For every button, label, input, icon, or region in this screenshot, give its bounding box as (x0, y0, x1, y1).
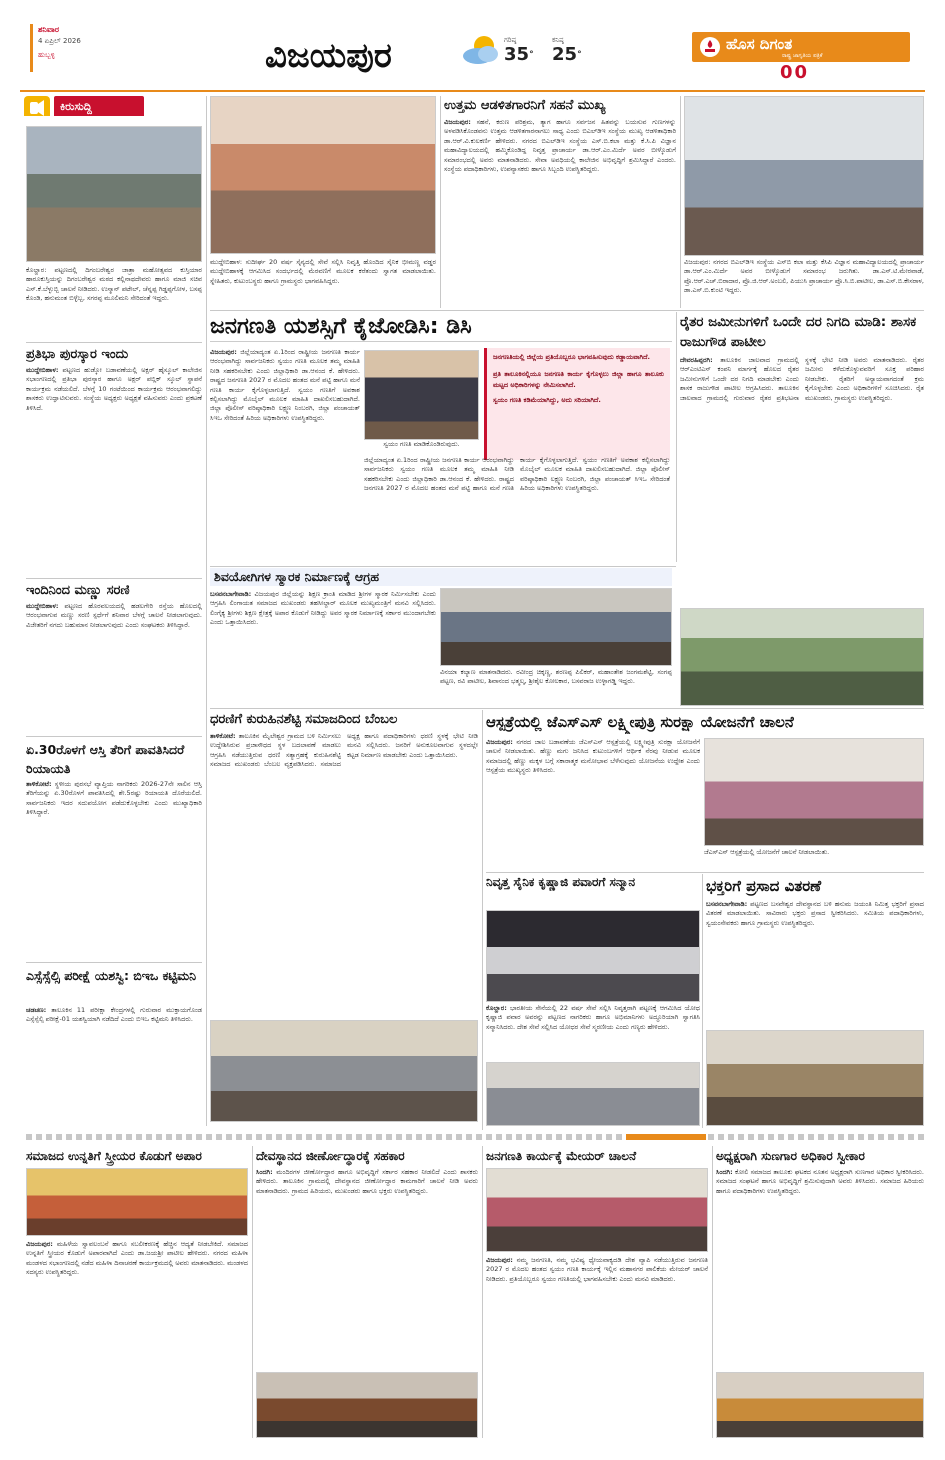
max-temp: 35 (504, 44, 530, 65)
max-label: ಗರಿಷ್ಠ (504, 36, 517, 44)
farewell-photo (684, 96, 924, 256)
janaganati-header (210, 312, 672, 342)
dharana-title: ಧರಣಿಗೆ ಕುರುಹಿನಶೆಟ್ಟಿ ಸಮಾಜದಿಂದ ಬೆಂಬಲ (210, 712, 398, 727)
highlight-3: ಸ್ವಯಂ ಗಣತಿ ಕಡಿಮೆಯಾಗಿದ್ದು, ಅದು ಸರಿಯಾಗಿದೆ. (493, 396, 601, 404)
lamp-icon (700, 37, 720, 57)
b3-body: ವಿಜಯಪುರ: ನಮ್ಮ ಜನಗಣತಿ, ನಮ್ಮ ಭವಿಷ್ಯ ಧ್ಯೇಯವಾಕ್ಯದಡಿ ದೇಶ ವ್ಯಾಪಿ ನಡೆಯುತ್ತಿರುವ ಜನಗಣತಿ 2027 ರ ಮೊದಲ ಹಂತದ ಸ್ವಯಂ ಗಣತಿ ಕಾರ್ಯಕ್ಕೆ ಇಲ್ಲಿನ ಮಹಾನಗರ ಪಾಲಿಕೆಯ ಮೇಯರ್ ಚಾಲನೆ ನೀಡಿದರು. ಪ್ರತಿಯೊಬ್ಬರೂ ಸ್ವಯಂ ಗಣತಿಯಲ್ಲಿ ಭಾಗವಹಿಸಬೇಕು ಎಂದು ಮನವಿ ಮಾಡಿದರು. (486, 1256, 708, 1283)
shivayogi-body: ಬಸವನಬಾಗೇವಾಡಿ: ವಿಜಯಪುರ ಜಿಲ್ಲೆಯನ್ನು ಶಿಕ್ಷಣ ಕ್ರಾಂತಿ ಮಾಡಿದ ಶ್ರೀಗಳ ಸ್ಮಾರಕ ನಿರ್ಮಿಸಬೇಕು ಎಂದು ಆಗ್ರಹಿಸಿ ಲಿಂಗಾಯತ ಸಮಾಜದ ಮುಖಂಡರು ತಹಸೀಲ್ದಾರ್ ಮೂಲಕ ಮುಖ್ಯಮಂತ್ರಿಗೆ ಮನವಿ ಸಲ್ಲಿಸಿದರು. ಲಿಂಗೈಕ್ಯ ಶ್ರೀಗಳು ಶಿಕ್ಷಣ ಕ್ಷೇತ್ರಕ್ಕೆ ಅಪಾರ ಕೊಡುಗೆ ನೀಡಿದ್ದು ಅವರ ಸ್ಮಾರಕ ನಿರ್ಮಾಣಕ್ಕೆ ಸರ್ಕಾರ ಮುಂದಾಗಬೇಕು ಎಂದು ಒತ್ತಾಯಿಸಿದರು. (210, 590, 436, 627)
kirusuddi-label-block (22, 96, 202, 116)
pratibha-title: ಪ್ರತಿಭಾ ಪುರಸ್ಕಾರ ಇಂದು (26, 347, 129, 362)
soldier-welcome-photo (486, 910, 700, 1002)
b2-title: ದೇವಸ್ಥಾನದ ಜೀರ್ಣೋದ್ಧಾರಕ್ಕೆ ಸಹಕಾರ (256, 1149, 405, 1163)
shivayogi-title: ಶಿವಯೋಗಿಗಳ ಸ್ಮಾರಕ ನಿರ್ಮಾಣಕ್ಕೆ ಆಗ್ರಹ (210, 568, 672, 586)
soldier-felicitation-photo (486, 1062, 700, 1126)
mayor-census-photo (486, 1168, 708, 1252)
aspatre-title: ಆಸ್ಪತ್ರೆಯಲ್ಲಿ ಜೆಎಸ್‌ಎಸ್ ಲಕ್ಷ್ಮೀಪುತ್ರಿ ಸುರಕ್ಷಾ ಯೋಜನೆಗೆ ಚಾಲನೆ (486, 713, 794, 731)
raitara-body: ದೇವರಹಿಪ್ಪರಗಿ: ತಾಲೂಕಿನ ಜಾಲವಾದ ಗ್ರಾಮದಲ್ಲಿ ಆರ್‌ಎಂಟಿಎಸ್ ಕಂಪನಿ ಮಾರ್ಗಕ್ಕೆ ಹೊಲದ ರೈತರ ಜಮೀನುಗಳಿಗೆ ಒಂದೇ ದರ ನಿಗದಿ ಮಾಡಬೇಕು ಎಂದು ಶಾಸಕ ರಾಜುಗೌಡ ಪಾಟೀಲ ಆಗ್ರಹಿಸಿದರು. ತಾಲೂಕಿನ ಜಾಲವಾದ ಗ್ರಾಮದಲ್ಲಿ ಗುರುವಾರ ರೈತರ ಪ್ರತಿಭಟನಾ ಸ್ಥಳಕ್ಕೆ ಭೇಟಿ ನೀಡಿ ಅವರು ಮಾತನಾಡಿದರು. ರೈತರ ಜಮೀನು ಕಳೆದುಕೊಳ್ಳುವವರಿಗೆ ಸೂಕ್ತ ಪರಿಹಾರ ನೀಡಬೇಕು. ರೈತರಿಗೆ ಅನ್ಯಾಯವಾಗದಂತೆ ಕ್ರಮ ಕೈಗೊಳ್ಳಬೇಕು ಎಂದು ಅಧಿಕಾರಿಗಳಿಗೆ ಸೂಚಿಸಿದರು. ರೈತ ಮುಖಂಡರು, ಗ್ರಾಮಸ್ಥರು ಉಪಸ್ಥಿತರಿದ್ದರು. (680, 356, 924, 402)
b4-title: ಅಧ್ಯಕ್ಷರಾಗಿ ಸುಣಗಾರ ಅಧಿಕಾರ ಸ್ವೀಕಾರ (716, 1149, 865, 1163)
farewell-caption: ವಿಜಯಪುರ: ನಗರದ ಬಿಎಲ್‌ಡಿಇ ಸಂಸ್ಥೆಯ ಎಸ್‌ಬಿ ಕಲಾ ಮತ್ತು ಕೆಸಿಪಿ ವಿಜ್ಞಾನ ಮಹಾವಿದ್ಯಾಲಯದಲ್ಲಿ ಪ್ರಾಚಾರ್ಯ ಡಾ.ಆರ್.ಎಂ.ಮಿರ್ದೆ ಅವರ ಬೀಳ್ಕೊಡುಗೆ ಸಮಾರಂಭ ಜರುಗಿತು. ಡಾ.ಎಸ್.ಟಿ.ಮೇರವಾಡೆ, ಪ್ರೊ.ಆರ್.ಎಚ್.ಬಿರಾದಾರ, ಪ್ರೊ.ಜಿ.ಆರ್.ಅಂಬಲಿ, ಪಿಯುಸಿ ಪ್ರಾಚಾರ್ಯ ಪ್ರೊ.ಸಿ.ಬಿ.ಪಾಟೀಲ, ಡಾ.ಎಸ್.ಬಿ.ಕೇಸರಾಳ, ಡಾ.ಎಸ್.ಬಿ.ಕುಂಟಿ ಇದ್ದರು. (684, 258, 924, 295)
nivrutta-title: ನಿವೃತ್ತ ಸೈನಿಕ ಕೃಷ್ಣಾಜಿ ಪವಾರಗೆ ಸನ್ಮಾನ (486, 875, 636, 889)
felicitation-caption: ಮುದ್ದೇಬಿಹಾಳ: ಸುದೀರ್ಘ 20 ವರ್ಷ ಸೈನ್ಯದಲ್ಲಿ ಸೇವೆ ಸಲ್ಲಿಸಿ ನಿವೃತ್ತಿ ಹೊಂದಿದ ಸೈನಿಕ ಭೀಮಣ್ಣ ವಡ್ಡರ ಮುದ್ದೇಬಿಹಾಳಕ್ಕೆ ಆಗಮಿಸಿದ ಸಂದರ್ಭದಲ್ಲಿ ಮೆರವಣಿಗೆ ಮೂಲಕ ಕರೆತಂದು ಸ್ವಾಗತ ಮಾಡಲಾಯಿತು. ಸ್ನೇಹಿತರು, ಕುಟುಂಬಸ್ಥರು ಹಾಗೂ ಗ್ರಾಮಸ್ಥರು ಭಾಗವಹಿಸಿದ್ದರು. (210, 258, 436, 285)
max-temp-block: ಗರಿಷ್ಠ 35° (504, 36, 544, 76)
janaganati-body-col1: ವಿಜಯಪುರ: ಜಿಲ್ಲೆಯಾದ್ಯಂತ ಏ.1ರಿಂದ ರಾಷ್ಟ್ರೀಯ ಜನಗಣತಿ ಕಾರ್ಯ ಆರಂಭವಾಗಿದ್ದು ಸಾರ್ವಜನಿಕರು ಸ್ವಯಂ ಗಣತಿ ಮೂಲಕ ತಮ್ಮ ಮಾಹಿತಿ ನೀಡಿ ಸಹಕರಿಸಬೇಕು ಎಂದು ಜಿಲ್ಲಾಧಿಕಾರಿ ಡಾ.ಆನಂದ ಕೆ. ಹೇಳಿದರು. ರಾಷ್ಟ್ರದ ಜನಗಣತಿ 2027 ರ ಮೊದಲ ಹಂತದ ಮನೆ ಪಟ್ಟಿ ಹಾಗೂ ಮನೆ ಗಣತಿ ಕಾರ್ಯ ಕೈಗೊಳ್ಳಲಾಗುತ್ತಿದೆ. ಸ್ವಯಂ ಗಣತಿಗೆ ಅವಕಾಶ ಕಲ್ಪಿಸಲಾಗಿದ್ದು ಮೊಬೈಲ್ ಮೂಲಕ ಮಾಹಿತಿ ದಾಖಲಿಸಬಹುದಾಗಿದೆ. ಜಿಲ್ಲಾ ಪೊಲೀಸ್ ವರಿಷ್ಠಾಧಿಕಾರಿ ಲಕ್ಷ್ಮಣ ನಿಂಬರಗಿ, ಜಿಲ್ಲಾ ಪಂಚಾಯತ್ ಸಿಇಒ ಸೇರಿದಂತೆ ಹಿರಿಯ ಅಧಿಕಾರಿಗಳು ಉಪಸ್ಥಿತರಿದ್ದರು. (210, 348, 360, 422)
paper-logo (692, 32, 910, 62)
kirusuddi-label: ಕಿರುಸುದ್ದಿ (54, 96, 144, 116)
pratibha-body: ಮುದ್ದೇಬಿಹಾಳ: ಪಟ್ಟಣದ ಹುಡ್ಕೋ ಬಡಾವಣೆಯಲ್ಲಿ ಅಕ್ಷರ್ ಹೈಸ್ಕೂಲ್ ಕಾಲೇಜಿನ ಸಭಾಂಗಣದಲ್ಲಿ ಪ್ರತಿಭಾ ಪುರಸ್ಕಾರ ಹಾಗೂ ಅಕ್ಷರ್ ಪಬ್ಲಿಕ್ ಸ್ಕೂಲ್ ಸ್ಥಾಪನೆ ಕಾರ್ಯಕ್ರಮ ನಡೆಯಲಿದೆ. ಬೆಳಗ್ಗೆ 10 ಗಂಟೆಯಿಂದ ಕಾರ್ಯಕ್ರಮ ಆರಂಭವಾಗಲಿದ್ದು ಶಾಸಕರು ಉದ್ಘಾಟಿಸುವರು. ಸಂಸ್ಥೆಯ ಅಧ್ಯಕ್ಷರು ಅಧ್ಯಕ್ಷತೆ ವಹಿಸುವರು ಎಂದು ಪ್ರಕಟಣೆ ತಿಳಿಸಿದೆ. (26, 366, 202, 412)
registration-dots (90, 1442, 130, 1450)
dharana-photo (210, 1020, 478, 1122)
masthead (20, 6, 925, 92)
date-block (30, 24, 110, 74)
paper-tagline: ರಾಷ್ಟ್ರ ಜಾಗೃತಿಯ ಪತ್ರಿಕೆ (782, 53, 823, 59)
janaganati-title: ಜನಗಣತಿ ಯಶಸ್ಸಿಗೆ ಕೈಜೋಡಿಸಿ: ಡಿಸಿ (210, 314, 472, 339)
min-temp: 25 (552, 44, 578, 65)
bhaktarige-body: ಬಸವನಬಾಗೇವಾಡಿ: ಪಟ್ಟಣದ ಬಸವೇಶ್ವರ ದೇವಸ್ಥಾನದ ಬಳಿ ಹನುಮ ಜಯಂತಿ ನಿಮಿತ್ತ ಭಕ್ತರಿಗೆ ಪ್ರಸಾದ ವಿತರಣೆ ಮಾಡಲಾಯಿತು. ಸಾವಿರಾರು ಭಕ್ತರು ಪ್ರಸಾದ ಸ್ವೀಕರಿಸಿದರು. ಸಮಿತಿಯ ಪದಾಧಿಕಾರಿಗಳು, ಸ್ವಯಂಸೇವಕರು ಹಾಗೂ ಗ್ರಾಮಸ್ಥರು ಉಪಸ್ಥಿತರಿದ್ದರು. (706, 900, 924, 927)
city-title: ವಿಜಯಪುರ (265, 36, 392, 76)
mannu-title: ಇಂದಿನಿಂದ ಮಣ್ಣು ಸರಣಿ (26, 583, 130, 598)
registration-dots (330, 1442, 370, 1450)
mannu-body: ಮುದ್ದೇಬಿಹಾಳ: ಪಟ್ಟಣದ ಹೊರವಲಯದಲ್ಲಿ ಹಡಲಗೇರಿ ರಸ್ತೆಯ ಹೊಲದಲ್ಲಿ ಆರಂಭವಾಗುವ ಮಣ್ಣು ಸರಣಿ ಸ್ಪರ್ಧೆಗೆ ಶನಿವಾರ ಬೆಳಗ್ಗೆ ಚಾಲನೆ ನೀಡಲಾಗುವುದು. ವಿಜೇತರಿಗೆ ನಗದು ಬಹುಮಾನ ನೀಡಲಾಗುವುದು ಎಂದು ಸಂಘಟಕರು ತಿಳಿಸಿದ್ದಾರೆ. (26, 602, 202, 629)
edition: ಹುಬ್ಬಳ್ಳಿ (38, 51, 55, 59)
dharana-body: ತಾಳಿಕೋಟೆ: ತಾಲೂಕಿನ ಮೈಲೇಶ್ವರ ಗ್ರಾಮದ ಬಳಿ ನಿರ್ಮಿಸಲು ಉದ್ದೇಶಿಸಿರುವ ಪ್ರಜಾಸೌಧದ ಸ್ಥಳ ಬದಲಾವಣೆ ಮಾಡಲು ಆಗ್ರಹಿಸಿ ನಡೆಯುತ್ತಿರುವ ಧರಣಿ ಸತ್ಯಾಗ್ರಹಕ್ಕೆ ಕುರುಹಿನಶೆಟ್ಟಿ ಸಮಾಜದ ಮುಖಂಡರು ಬೆಂಬಲ ವ್ಯಕ್ತಪಡಿಸಿದರು. ಸಮಾಜದ ಅಧ್ಯಕ್ಷ ಹಾಗೂ ಪದಾಧಿಕಾರಿಗಳು ಧರಣಿ ಸ್ಥಳಕ್ಕೆ ಭೇಟಿ ನೀಡಿ ಮನವಿ ಸಲ್ಲಿಸಿದರು. ಜನರಿಗೆ ಅನುಕೂಲವಾಗುವ ಸ್ಥಳದಲ್ಲೇ ಕಟ್ಟಡ ನಿರ್ಮಾಣ ಮಾಡಬೇಕು ಎಂದು ಒತ್ತಾಯಿಸಿದರು. (210, 732, 478, 769)
dc-photo-caption: ಸ್ವಯಂ ಗಣತಿ ಮಾಡಿಕೊಂಡಿರುವುದು. (383, 440, 460, 448)
date: 4 ಏಪ್ರಿಲ್ 2026 (38, 37, 81, 45)
uttama-body: ವಿಜಯಪುರ: ಸಹನೆ, ಕರುಣ ಪರಿಶ್ರಮ, ತ್ಯಾಗ ಹಾಗೂ ಸರ್ವಜನ ಹಿತವನ್ನು ಬಯಸುವ ಗುಣಗಳನ್ನು ಅಳವಡಿಸಿಕೊಂಡವನು ಉತ್ತಮ ಆಡಳಿತಗಾರನಾಗಲು ಸಾಧ್ಯ ಎಂದು ಬಿಎಲ್‌ಡಿಇ ಸಂಸ್ಥೆಯ ಮುಖ್ಯ ಆಡಳಿತಾಧಿಕಾರಿ ಡಾ.ಆರ್.ವಿ.ಕುಲಕರ್ಣಿ ಹೇಳಿದರು. ನಗರದ ಬಿಎಲ್‌ಡಿಇ ಸಂಸ್ಥೆಯ ಎಸ್.ಬಿ.ಕಲಾ ಮತ್ತು ಕೆ.ಸಿ.ಪಿ ವಿಜ್ಞಾನ ಮಹಾವಿದ್ಯಾಲಯದಲ್ಲಿ ಹಮ್ಮಿಕೊಂಡಿದ್ದ ನಿವೃತ್ತ ಪ್ರಾಚಾರ್ಯ ಡಾ.ಆರ್.ಎಂ.ಮಿರ್ದೆ ಅವರ ಬೀಳ್ಕೊಡುಗೆ ಸಮಾರಂಭದಲ್ಲಿ ಅವರು ಮಾತನಾಡಿದರು. ಸೇವಾ ಅವಧಿಯಲ್ಲಿ ಕಾಲೇಜಿನ ಅಭಿವೃದ್ಧಿಗೆ ಶ್ರಮಿಸಿದ್ದಾರೆ ಎಂದರು. ಸಂಸ್ಥೆಯ ಪದಾಧಿಕಾರಿಗಳು, ಉಪನ್ಯಾಸಕರು ಹಾಗೂ ಸಿಬ್ಬಂದಿ ಉಪಸ್ಥಿತರಿದ್ದರು. (444, 118, 676, 174)
temple-photo (256, 1372, 478, 1438)
sslc-title: ಎಸ್ಸೆಸ್ಸೆಲ್ಸಿ ಪರೀಕ್ಷೆ ಯಶಸ್ವಿ: ಬಿಇಒ ಕಟ್ಟಿಮನಿ (26, 968, 197, 983)
raitara-title: ರೈತರ ಜಮೀನುಗಳಿಗೆ ಒಂದೇ ದರ ನಿಗದಿ ಮಾಡಿ: ಶಾಸಕ ರಾಜುಗೌಡ ಪಾಟೀಲ (680, 314, 917, 350)
farmers-protest-photo (680, 608, 924, 706)
dc-photo (364, 350, 479, 440)
janaganati-body-col2: ಜಿಲ್ಲೆಯಾದ್ಯಂತ ಏ.1ರಿಂದ ರಾಷ್ಟ್ರೀಯ ಜನಗಣತಿ ಕಾರ್ಯ ಆರಂಭವಾಗಿದ್ದು ಸಾರ್ವಜನಿಕರು ಸ್ವಯಂ ಗಣತಿ ಮೂಲಕ ತಮ್ಮ ಮಾಹಿತಿ ನೀಡಿ ಸಹಕರಿಸಬೇಕು ಎಂದು ಜಿಲ್ಲಾಧಿಕಾರಿ ಡಾ.ಆನಂದ ಕೆ. ಹೇಳಿದರು. ರಾಷ್ಟ್ರದ ಜನಗಣತಿ 2027 ರ ಮೊದಲ ಹಂತದ ಮನೆ ಪಟ್ಟಿ ಹಾಗೂ ಮನೆ ಗಣತಿ ಕಾರ್ಯ ಕೈಗೊಳ್ಳಲಾಗುತ್ತಿದೆ. ಸ್ವಯಂ ಗಣತಿಗೆ ಅವಕಾಶ ಕಲ್ಪಿಸಲಾಗಿದ್ದು ಮೊಬೈಲ್ ಮೂಲಕ ಮಾಹಿತಿ ದಾಖಲಿಸಬಹುದಾಗಿದೆ. ಜಿಲ್ಲಾ ಪೊಲೀಸ್ ವರಿಷ್ಠಾಧಿಕಾರಿ ಲಕ್ಷ್ಮಣ ನಿಂಬರಗಿ, ಜಿಲ್ಲಾ ಪಂಚಾಯತ್ ಸಿಇಒ ಸೇರಿದಂತೆ ಹಿರಿಯ ಅಧಿಕಾರಿಗಳು ಉಪಸ್ಥಿತರಿದ್ದರು. (364, 456, 670, 493)
women-group-photo (26, 1168, 248, 1236)
registration-dots (850, 1442, 890, 1450)
prasada-photo (706, 1030, 924, 1126)
felicitation-photo (210, 96, 436, 254)
nivrutta-body: ಕೊಲ್ಹಾರ: ಭಾರತೀಯ ಸೇನೆಯಲ್ಲಿ 22 ವರ್ಷ ಸೇವೆ ಸಲ್ಲಿಸಿ ನಿವೃತ್ತರಾಗಿ ಪಟ್ಟಣಕ್ಕೆ ಆಗಮಿಸಿದ ಯೋಧ ಕೃಷ್ಣಾಜಿ ಪವಾರ ಅವರನ್ನು ಪಟ್ಟಣದ ನಾಗರಿಕರು ಹಾಗೂ ಅಭಿಮಾನಿಗಳು ಅದ್ಧೂರಿಯಾಗಿ ಸ್ವಾಗತಿಸಿ ಸನ್ಮಾನಿಸಿದರು. ದೇಶ ಸೇವೆ ಸಲ್ಲಿಸಿದ ಯೋಧರ ಸೇವೆ ಸ್ಮರಣೀಯ ಎಂದು ಗಣ್ಯರು ಹೇಳಿದರು. (486, 1004, 700, 1031)
weekday: ಶನಿವಾರ (38, 25, 60, 34)
min-temp-block: ಕನಿಷ್ಠ 25° (552, 36, 592, 76)
registration-dots (590, 1442, 630, 1450)
sslc-body: ಚಡಚಣ: ತಾಲೂಕಿನ 11 ಪರೀಕ್ಷಾ ಕೇಂದ್ರಗಳಲ್ಲಿ ಗುರುವಾರ ಮುಕ್ತಾಯಗೊಂಡ ಎಸ್ಸೆಸ್ಸೆಲ್ಸಿ ಪರೀಕ್ಷೆ-01 ಯಶಸ್ವಿಯಾಗಿ ನಡೆದಿದೆ ಎಂದು ಬಿಇಒ ಕಟ್ಟಿಮನಿ ತಿಳಿಸಿದರು. (26, 1006, 202, 1024)
b1-body: ವಿಜಯಪುರ: ಮಹಿಳೆಯ ಸ್ವಾವಲಂಬನೆ ಹಾಗೂ ಸಬಲೀಕರಣಕ್ಕೆ ಹೆಚ್ಚಿನ ಆದ್ಯತೆ ನೀಡಬೇಕಿದೆ. ಸಮಾಜದ ಉನ್ನತಿಗೆ ಸ್ತ್ರೀಯರ ಕೊಡುಗೆ ಅಪಾರವಾಗಿದೆ ಎಂದು ಡಾ.ಜಯಶ್ರೀ ಪಾಟೀಲ ಹೇಳಿದರು. ನಗರದ ಮಹಿಳಾ ಮಂಡಳದ ಸಭಾಂಗಣದಲ್ಲಿ ನಡೆದ ಮಹಿಳಾ ದಿನಾಚರಣೆ ಕಾರ್ಯಕ್ರಮದಲ್ಲಿ ಅವರು ಮಾತನಾಡಿದರು. ಮಂಡಳದ ಸದಸ್ಯರು ಉಪಸ್ಥಿತರಿದ್ದರು. (26, 1240, 248, 1277)
paper-name: ಹೊಸ ದಿಗಂತ (726, 35, 793, 53)
page-number: 00 (780, 62, 810, 83)
b1-title: ಸಮಾಜದ ಉನ್ನತಿಗೆ ಸ್ತ್ರೀಯರ ಕೊಡುಗೆ ಅಪಾರ (26, 1149, 202, 1163)
aspatre-caption: ಜೆಎಸ್‌ಎಸ್ ಆಸ್ಪತ್ರೆಯಲ್ಲಿ ಯೋಜನೆಗೆ ಚಾಲನೆ ನೀಡಲಾಯಿತು. (704, 848, 830, 856)
shivayogi-caption: ವಿನಯಾ ಕಲ್ಯಾಣ ಮಾತನಾಡಿದರು. ರವೀಂದ್ರ ಚಿಕ್ಕಣ್ಣ, ಶರಣಪ್ಪ ಪಿಲಿಕರ್, ಮಹಾಂತೇಶ ಜಂಗಮಶೆಟ್ಟಿ, ಸಂಗಪ್ಪ ಪಟ್ಟಣ, ರವಿ ಪಾಟೀಲ, ಶಿವಾನಂದ ಭತ್ಮಲ್ಕ, ಶ್ರೀಶೈಲ ಕೋಲಕಾರ, ಬಸವರಾಜ ಉಳ್ಳಾಗಡ್ಡಿ ಇದ್ದರು. (440, 668, 672, 686)
b3-title: ಜನಗಣತಿ ಕಾರ್ಯಕ್ಕೆ ಮೇಯರ್ ಚಾಲನೆ (486, 1149, 637, 1163)
wrestling-photo (26, 126, 202, 262)
sunagar-photo (716, 1372, 924, 1438)
tax-title: ಏ.30ರೊಳಗೆ ಆಸ್ತಿ ತೆರಿಗೆ ಪಾವತಿಸಿದರೆ ರಿಯಾಯತಿ (26, 742, 185, 776)
janaganati-highlights (484, 348, 670, 460)
kirusuddi-caption: ಕೊಲ್ಹಾರ: ಪಟ್ಟಣದಲ್ಲಿ ದಿಗಂಬರೇಶ್ವರ ಜಾತ್ರಾ ಮಹೋತ್ಸವದ ಕುಸ್ತಿಯಾರ ಹಾರೂಕುಸ್ತಿಯನ್ನು ದಿಗಂಬರೇಶ್ವರ ಮಠದ ಕಲ್ಲಿನಾಥದೇವರು ಹಾಗೂ ಮಾಜಿ ಸಚಿವ ಎಸ್.ಕೆ.ಬೆಳ್ಳುಬ್ಬಿ ಚಾಲನೆ ನೀಡಿದರು. ಉಸ್ಮಾನ್ ಪಟೇಲ್, ಚೆನ್ನಪ್ಪ ಗಿಡ್ಡಪ್ಪಗೋಳ, ಬಸಪ್ಪ ಕೊಂಡಿ, ಹನುಮಂತ ಬಿಳ್ಳೆಬ್ಬ, ಸಗರಪ್ಪ ಮೂಲಿಮನಿ ಸೇರಿದಂತೆ ಇದ್ದರು. (26, 266, 202, 303)
uttama-title: ಉತ್ತಮ ಆಡಳಿತಗಾರನಿಗೆ ಸಹನೆ ಮುಖ್ಯ (444, 98, 606, 113)
hospital-scheme-photo (704, 738, 924, 846)
highlight-2: ಪ್ರತಿ ತಾಲೂಕಿನಲ್ಲಿಯೂ ಜನಗಣತಿ ಕಾರ್ಯ ಕೈಗೊಳ್ಳಲು ಜಿಲ್ಲಾ ಹಾಗೂ ತಾಲೂಕು ಮಟ್ಟದ ಅಧಿಕಾರಿಗಳನ್ನು ನೇಮಿಸಲಾಗಿದೆ. (493, 370, 664, 389)
weather-icon (460, 32, 502, 68)
speaker-icon (24, 96, 50, 116)
b4-body: ಸಿಂದಗಿ: ಕೋಲಿ ಸಮಾಜದ ತಾಲೂಕು ಘಟಕದ ನೂತನ ಅಧ್ಯಕ್ಷರಾಗಿ ಸುಣಗಾರ ಅಧಿಕಾರ ಸ್ವೀಕರಿಸಿದರು. ಸಮಾಜದ ಸಂಘಟನೆ ಹಾಗೂ ಅಭಿವೃದ್ಧಿಗೆ ಶ್ರಮಿಸುವುದಾಗಿ ಅವರು ತಿಳಿಸಿದರು. ಸಮಾಜದ ಹಿರಿಯರು ಹಾಗೂ ಪದಾಧಿಕಾರಿಗಳು ಉಪಸ್ಥಿತರಿದ್ದರು. (716, 1168, 924, 1195)
section-divider (26, 1134, 924, 1140)
b2-body: ಸಿಂದಗಿ: ಮಂದಿರಗಳ ಜೀರ್ಣೋದ್ಧಾರ ಹಾಗೂ ಅಭಿವೃದ್ಧಿಗೆ ಸರ್ಕಾರ ಸಹಕಾರ ನೀಡಲಿದೆ ಎಂದು ಶಾಸಕರು ಹೇಳಿದರು. ತಾಲೂಕಿನ ಗ್ರಾಮದಲ್ಲಿ ದೇವಸ್ಥಾನದ ಜೀರ್ಣೋದ್ಧಾರ ಕಾಮಗಾರಿಗೆ ಚಾಲನೆ ನೀಡಿ ಅವರು ಮಾತನಾಡಿದರು. ಗ್ರಾಮದ ಹಿರಿಯರು, ಮುಖಂಡರು ಹಾಗೂ ಭಕ್ತರು ಉಪಸ್ಥಿತರಿದ್ದರು. (256, 1168, 478, 1195)
min-label: ಕನಿಷ್ಠ (552, 36, 564, 44)
memorial-petition-photo (440, 588, 672, 666)
highlight-1: ಜನಗಣತಿಯಲ್ಲಿ ಜಿಲ್ಲೆಯ ಪ್ರತಿಯೊಬ್ಬರೂ ಭಾಗವಹಿಸುವುದು ಕಡ್ಡಾಯವಾಗಿದೆ. (493, 353, 651, 361)
bhaktarige-title: ಭಕ್ತರಿಗೆ ಪ್ರಸಾದ ವಿತರಣೆ (706, 877, 822, 895)
aspatre-body: ವಿಜಯಪುರ: ನಗರದ ಜಾಲ ಬಡಾವಣೆಯ ಜೆಎಸ್‌ಎಸ್ ಆಸ್ಪತ್ರೆಯಲ್ಲಿ ಲಕ್ಷ್ಮೀಪುತ್ರಿ ಸುರಕ್ಷಾ ಯೋಜನೆಗೆ ಚಾಲನೆ ನೀಡಲಾಯಿತು. ಹೆಣ್ಣು ಮಗು ಜನಿಸಿದ ಕುಟುಂಬಗಳಿಗೆ ಆರ್ಥಿಕ ನೆರವು ನೀಡುವ ಮೂಲಕ ಸಮಾಜದಲ್ಲಿ ಹೆಣ್ಣು ಮಕ್ಕಳ ಬಗ್ಗೆ ಸಕಾರಾತ್ಮಕ ಮನೋಭಾವ ಬೆಳೆಸುವುದು ಯೋಜನೆಯ ಉದ್ದೇಶ ಎಂದು ಆಸ್ಪತ್ರೆಯ ಮುಖ್ಯಸ್ಥರು ತಿಳಿಸಿದರು. (486, 738, 700, 775)
tax-body: ತಾಳಿಕೋಟೆ: ಸ್ಥಳೀಯ ಪುರಸಭೆ ವ್ಯಾಪ್ತಿಯ ನಾಗರಿಕರು 2026-27ನೇ ಸಾಲಿನ ಆಸ್ತಿ ತೆರಿಗೆಯನ್ನು ಏ.30ರೊಳಗೆ ಪಾವತಿಸಿದಲ್ಲಿ ಶೇ.5ರಷ್ಟು ರಿಯಾಯತಿ ದೊರೆಯಲಿದೆ. ಸಾರ್ವಜನಿಕರು ಇದರ ಸದುಪಯೋಗ ಪಡೆದುಕೊಳ್ಳಬೇಕು ಎಂದು ಮುಖ್ಯಾಧಿಕಾರಿ ತಿಳಿಸಿದ್ದಾರೆ. (26, 780, 202, 817)
